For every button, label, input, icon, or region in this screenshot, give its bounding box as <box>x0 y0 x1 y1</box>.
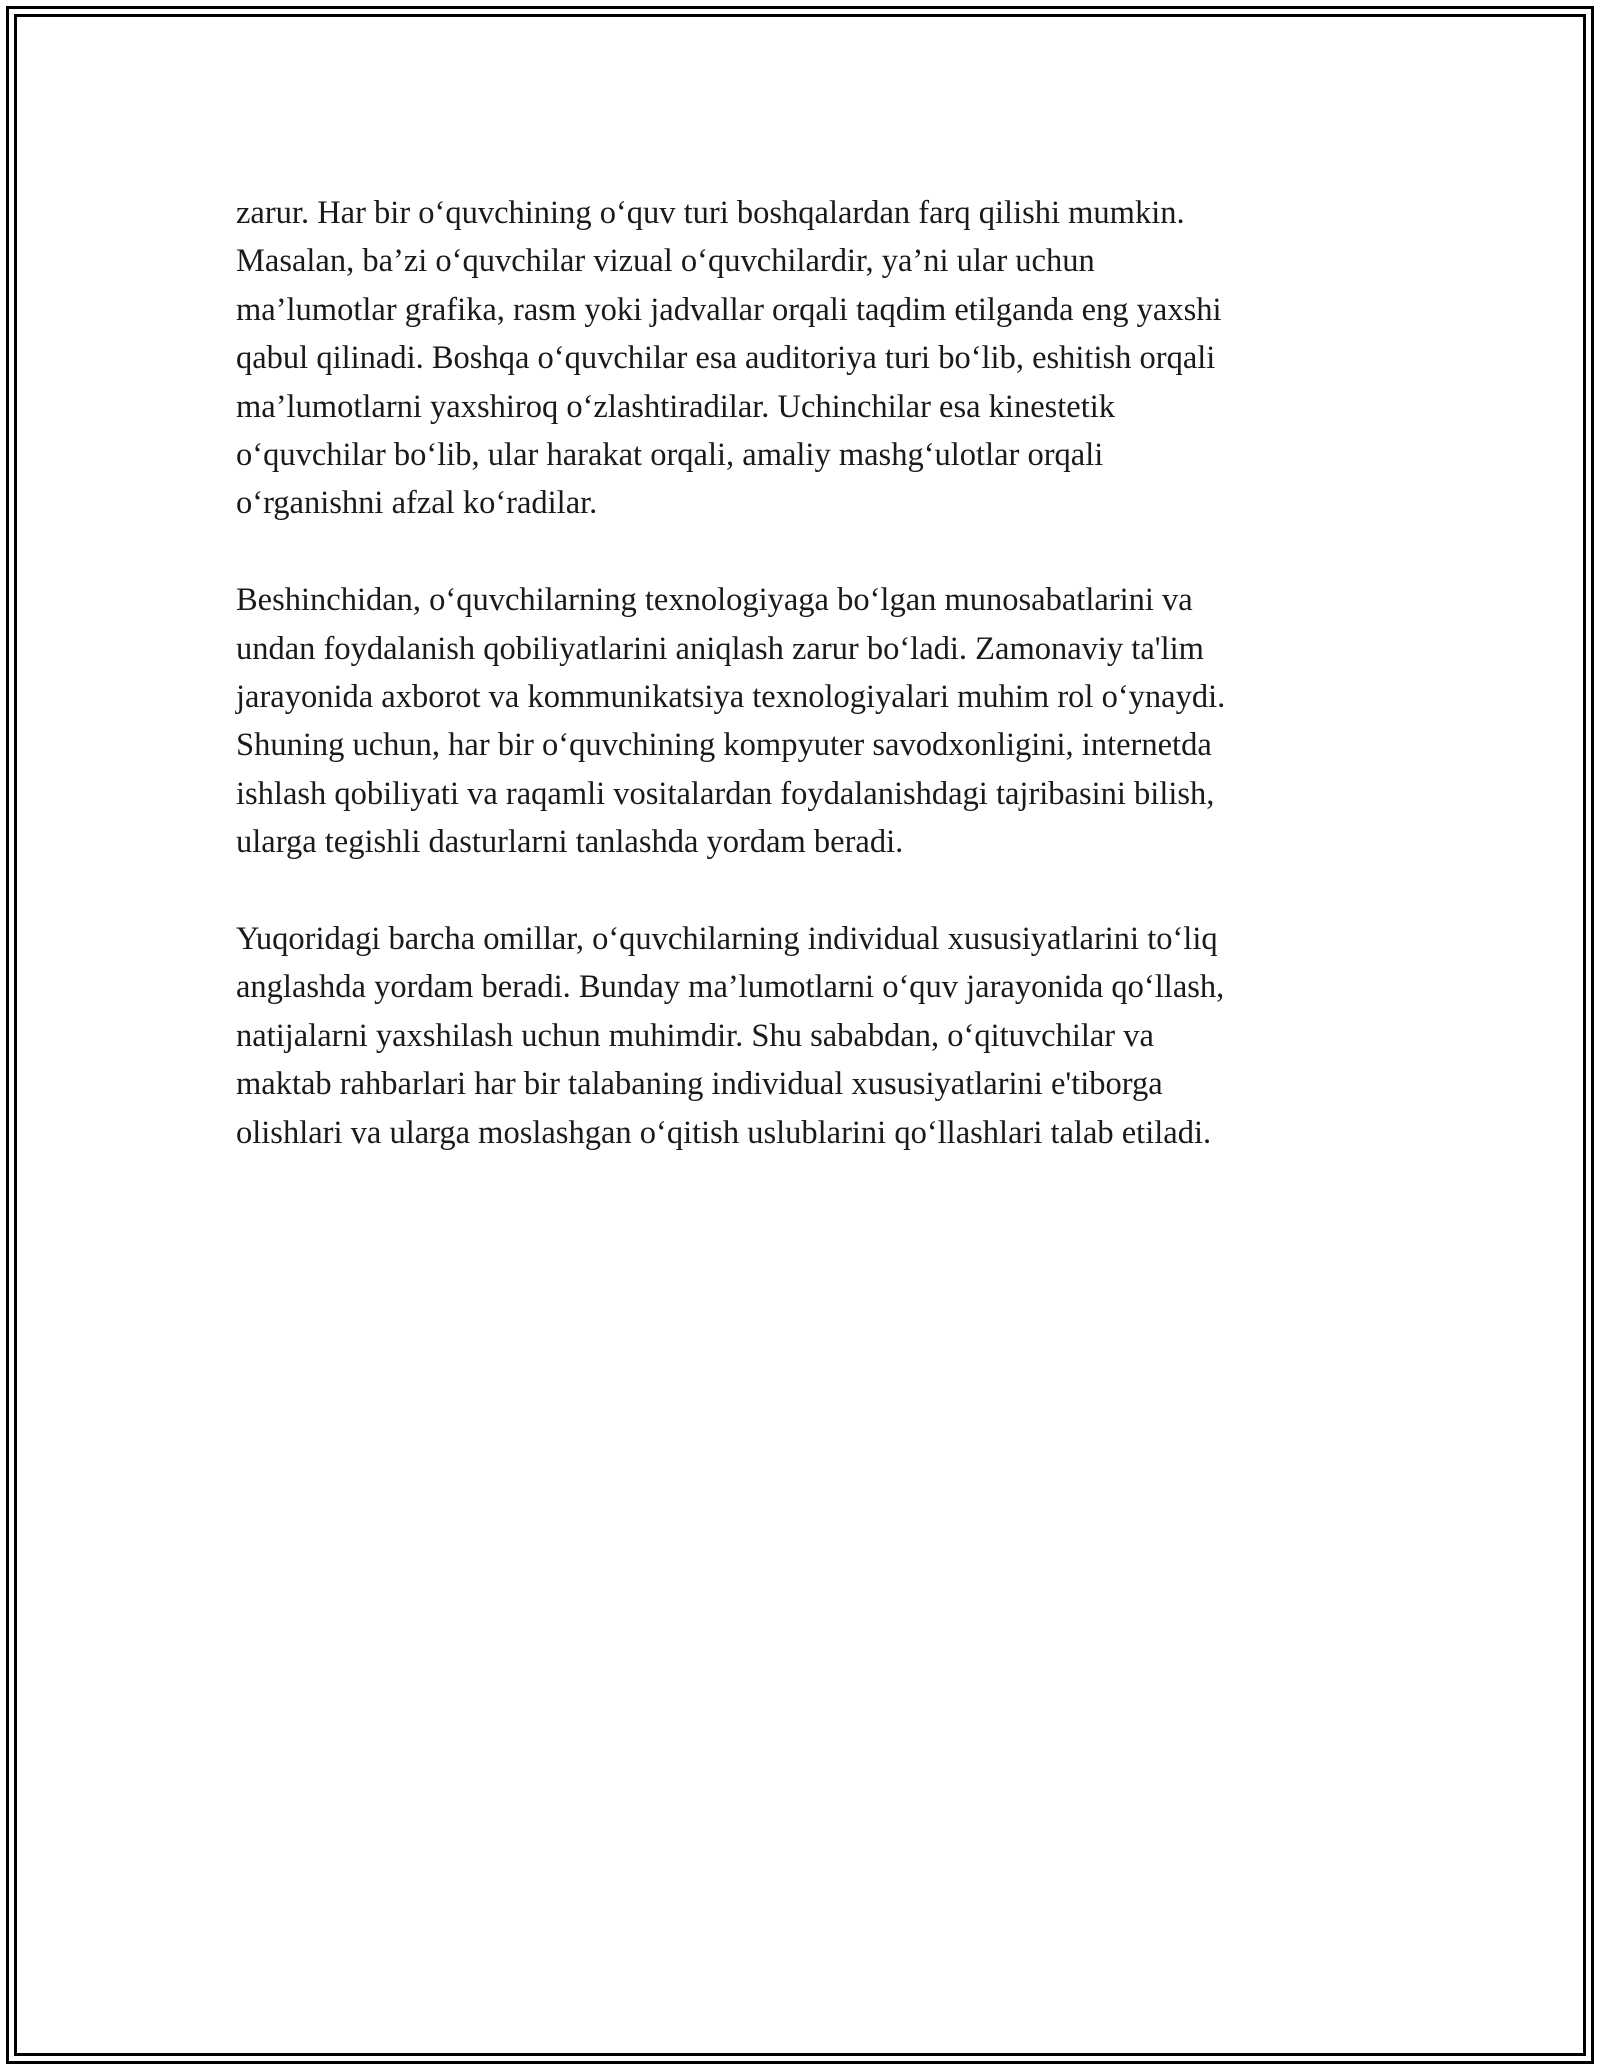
paragraph-conclusion <box>236 915 1376 1157</box>
text-line: natijalarni yaxshilash uchun muhimdir. Shu sababdan, o‘qituvchilar va <box>236 1017 1154 1054</box>
text-line: ma’lumotlarni yaxshiroq o‘zlashtiradilar. Uchinchilar esa kinestetik <box>236 388 1116 425</box>
text-line: Beshinchidan, o‘quvchilarning texnologiyaga bo‘lgan munosabatlarini va <box>236 582 1193 619</box>
text-line: qabul qilinadi. Boshqa o‘quvchilar esa auditoriya turi bo‘lib, eshitish orqali <box>236 340 1216 377</box>
text-line: o‘quvchilar bo‘lib, ular harakat orqali, amaliy mashg‘ulotlar orqali <box>236 437 1104 474</box>
text-line: ularga tegishli dasturlarni tanlashda yordam beradi. <box>236 824 904 861</box>
paragraph-learning-styles <box>236 189 1376 528</box>
text-line: Masalan, ba’zi o‘quvchilar vizual o‘quvchilardir, ya’ni ular uchun <box>236 243 1095 280</box>
paragraph-technology <box>236 576 1376 866</box>
text-line: ishlash qobiliyati va raqamli vositalardan foydalanishdagi tajribasini bilish, <box>236 775 1215 812</box>
text-line: anglashda yordam beradi. Bunday ma’lumotlarni o‘quv jarayonida qo‘llash, <box>236 969 1225 1006</box>
document-body <box>236 189 1376 1205</box>
text-line: undan foydalanish qobiliyatlarini aniqlash zarur bo‘ladi. Zamonaviy ta'lim <box>236 630 1204 667</box>
text-line: ma’lumotlar grafika, rasm yoki jadvallar orqali taqdim etilganda eng yaxshi <box>236 291 1222 328</box>
text-line: zarur. Har bir o‘quvchining o‘quv turi boshqalardan farq qilishi mumkin. <box>236 195 1185 231</box>
text-line: Shuning uchun, har bir o‘quvchining kompyuter savodxonligini, internetda <box>236 727 1212 764</box>
text-line: maktab rahbarlari har bir talabaning individual xususiyatlarini e'tiborga <box>236 1066 1163 1103</box>
text-line: o‘rganishni afzal ko‘radilar. <box>236 485 598 522</box>
text-line: jarayonida axborot va kommunikatsiya texnologiyalari muhim rol o‘ynaydi. <box>236 679 1226 716</box>
text-line: olishlari va ularga moslashgan o‘qitish uslublarini qo‘llashlari talab etiladi. <box>236 1114 1212 1151</box>
text-line: Yuqoridagi barcha omillar, o‘quvchilarning individual xususiyatlarini to‘liq <box>236 921 1218 958</box>
